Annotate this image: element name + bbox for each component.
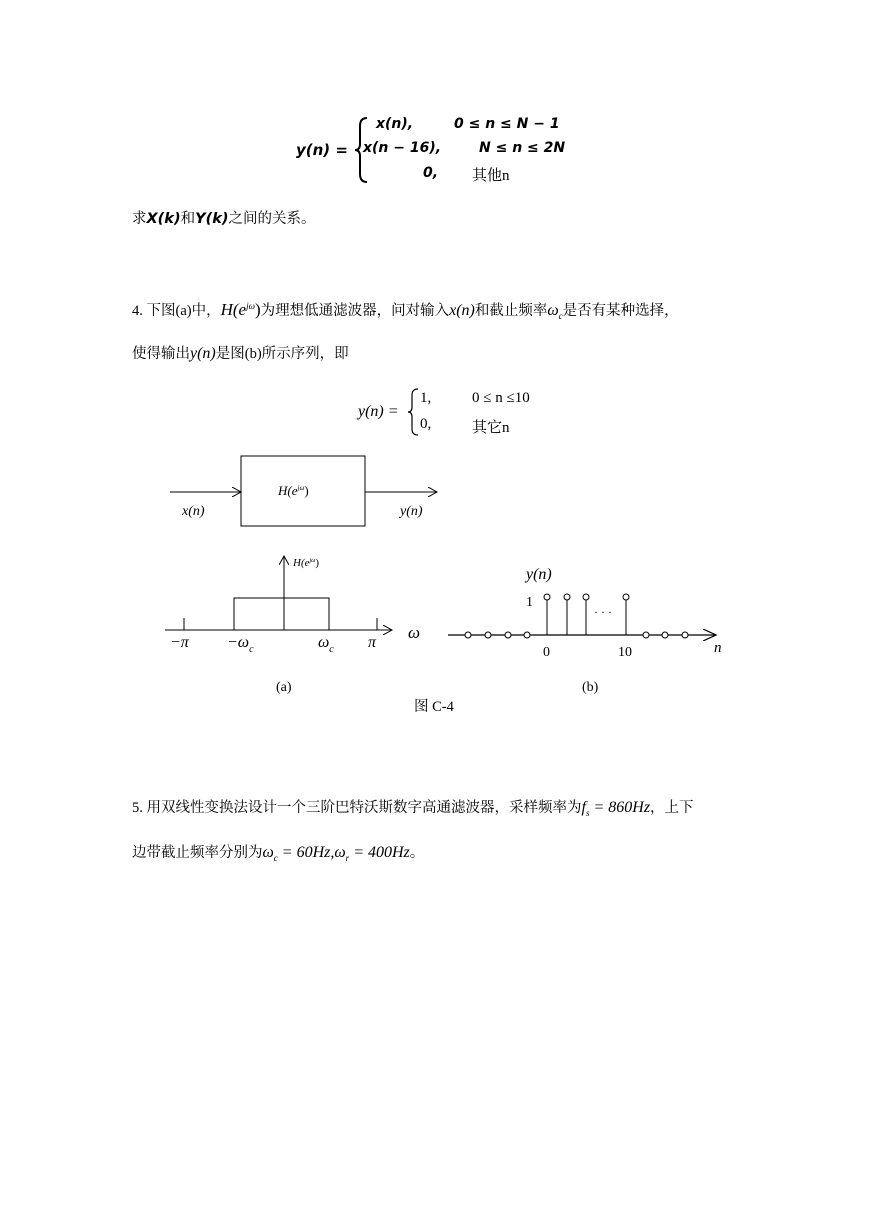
fig-b-one: 1	[526, 595, 533, 610]
q5-line1-end: ，上下	[650, 800, 694, 816]
q4-line1	[132, 301, 679, 321]
fig-b-axis-n: n	[714, 640, 722, 656]
figure-b	[440, 558, 740, 698]
eq1-row2-cond: N ≤ n ≤ 2N	[479, 140, 566, 156]
fig-b-zero: 0	[543, 645, 550, 660]
q4-seq-text: 是图(b)所示序列，即	[215, 346, 349, 362]
eq1-row1-expr: x(n),	[376, 116, 414, 132]
block-label	[277, 483, 309, 498]
q5-line2-end: 。	[409, 845, 425, 861]
q3-relation-line	[132, 212, 315, 227]
eq1-lhs: y(n) =	[296, 141, 348, 159]
block-diagram	[160, 445, 460, 540]
q5-fs-sub: s	[585, 807, 590, 818]
q5-fs-val: = 860Hz	[589, 799, 651, 816]
q5-intro: 5. 用双线性变换法设计一个三阶巴特沃斯数字高通滤波器，采样频率为	[132, 800, 582, 816]
block-sup: jω	[297, 484, 305, 492]
equation-2	[358, 386, 558, 436]
caption-b: (b)	[582, 680, 599, 695]
eq2-brace	[406, 388, 420, 436]
q5-wc-sub: c	[273, 852, 278, 863]
q5-line2-intro: 边带截止频率分别为	[132, 845, 263, 861]
q4-H: H(e	[220, 300, 247, 319]
q4-lowpass-text: 为理想低通滤波器，问对输入	[260, 303, 450, 319]
q5-wr-sub: r	[345, 852, 350, 863]
fig-b-ten: 10	[618, 645, 632, 660]
q5-line1	[132, 800, 694, 818]
q4-jw: jω	[246, 301, 255, 312]
q4-yn: y(n)	[190, 345, 216, 362]
figure-a	[160, 548, 440, 698]
q4-wc-sub: c	[558, 310, 563, 321]
q5-wc: ω	[262, 844, 274, 861]
eq2-lhs: y(n) =	[358, 403, 399, 420]
tick-label-wc: $\omega_c$	[318, 634, 334, 655]
tick-label-neg-pi: −π	[170, 634, 189, 651]
block-H: H(e	[278, 483, 298, 498]
q4-choice-text: 是否有某种选择，	[562, 303, 679, 319]
q3-prefix: 求	[132, 211, 147, 227]
block-close: )	[304, 483, 309, 498]
q5-line2	[132, 845, 424, 863]
q4-wc: ω	[547, 302, 559, 319]
q5-wc-val: = 60Hz,	[277, 844, 335, 861]
passband	[234, 598, 329, 630]
fig-b-dots: · · ·	[594, 605, 612, 619]
q5-wr-val: = 400Hz	[349, 844, 410, 861]
eq1-row2-expr: x(n − 16),	[363, 140, 442, 156]
eq1-row1-cond: 0 ≤ n ≤ N − 1	[454, 116, 560, 132]
fig-b-ylabel: y(n)	[526, 566, 552, 583]
equation-1	[296, 114, 596, 186]
output-label: y(n)	[400, 504, 423, 519]
q5-wr: ω	[334, 844, 346, 861]
eq2-row1-cond: 0 ≤ n ≤10	[472, 390, 530, 406]
axis-label-omega: ω	[408, 623, 421, 642]
eq2-row2-cond: 其它n	[472, 420, 510, 436]
q4-intro: 4. 下图(a)中，	[132, 303, 221, 319]
q3-Yk: Y(k)	[195, 211, 229, 227]
input-label: x(n)	[182, 504, 205, 519]
q4-cutoff-text: 和截止频率	[474, 303, 548, 319]
eq1-row3-expr: 0,	[423, 165, 439, 181]
q4-line2	[132, 346, 349, 362]
tick-label-pi: π	[368, 634, 377, 651]
q4-H-close: )	[254, 300, 261, 319]
figure-caption: 图 C-4	[414, 699, 454, 715]
q3-mid: 和	[180, 211, 196, 227]
unit-samples	[544, 594, 629, 635]
eq2-row2-expr: 0,	[420, 416, 432, 432]
q3-suffix: 之间的关系。	[228, 211, 316, 227]
q4-xn: x(n)	[449, 302, 475, 319]
tick-label-neg-wc: $-\omega_c$	[227, 634, 254, 655]
q3-Xk: X(k)	[146, 211, 181, 227]
fig-a-title: $H(e^{j\omega})$	[293, 557, 320, 569]
q4-output-text: 使得输出	[132, 346, 190, 362]
caption-a: (a)	[276, 680, 292, 695]
eq1-row3-cond: 其他n	[472, 168, 510, 184]
q5-fs: f	[581, 799, 586, 816]
eq2-row1-expr: 1,	[420, 390, 432, 406]
